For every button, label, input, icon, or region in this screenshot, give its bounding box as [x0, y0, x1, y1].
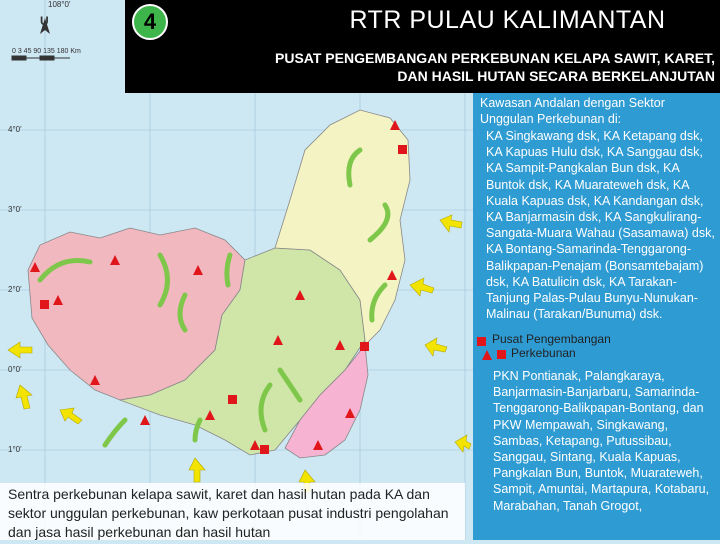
info-panel: [473, 93, 720, 540]
scale-label: 0 3 45 90 135 180 Km: [12, 48, 81, 55]
map-caption: Sentra perkebunan kelapa sawit, karet dan hasil hutan pada KA dan sektor unggulan perkebunan, kaw perkotaan pusat industri pengolahan dan jasa hasil perkebunan dan hasil hutan: [8, 486, 449, 540]
panel-kawasan-list: KA Singkawang dsk, KA Ketapang dsk, KA Kapuas Hulu dsk, KA Sanggau dsk, KA Sampit-Pangkalan Bun dsk, KA Buntok dsk, KA Muarateweh dsk, KA Kuala Kapuas dsk, KA Kandangan dsk, KA Banjarmasin dsk, KA Sangkulirang-Sangata-Muara Wahau (Sasamawa) dsk, KA Bontang-Samarinda-Tenggarong-Balikpapan-Penajam (Bonsamtebajam) dsk, KA Batulicin dsk, KA Tarakan-Tanjung Palas-Pulau Bunyu-Nunukan-Malinau (Tarakan/Bunuma) dsk.: [486, 129, 715, 322]
legend-square-icon: [477, 337, 486, 346]
legend-label-line2: Perkebunan: [511, 346, 576, 360]
legend-label-line1: Pusat Pengembangan: [492, 332, 611, 346]
legend-triangle-icon: [482, 350, 492, 360]
legend-square-icon: [497, 350, 506, 359]
panel-heading: Kawasan Andalan dengan Sektor Unggulan Perkebunan di:: [480, 96, 665, 127]
longitude-label: 108°0': [48, 0, 71, 9]
map-caption-box: [0, 483, 465, 540]
latitude-label: 3°0': [8, 205, 22, 214]
panel-pkn-list: PKN Pontianak, Palangkaraya, Banjarmasin-Banjarbaru, Samarinda-Tenggarong-Balikpapan-Bontang, dan PKW Mempawah, Singkawang, Sambas, Ketapang, Putussibau, Sanggau, Sintang, Kuala Kapuas, Pangkalan Bun, Buntok, Muarateweh, Sampit, Amuntai, Martapura, Kotabaru, Marabahan, Tanah Grogot,: [493, 369, 710, 513]
slide-number-badge: 4: [132, 4, 168, 40]
page-subtitle-line1: PUSAT PENGEMBANGAN PERKEBUNAN KELAPA SAWIT, KARET,: [275, 50, 715, 66]
latitude-label: 0°0': [8, 365, 22, 374]
latitude-label: 4°0': [8, 125, 22, 134]
compass-label: U: [40, 14, 49, 28]
page-title: RTR PULAU KALIMANTAN: [349, 6, 666, 34]
latitude-label: 1°0': [8, 445, 22, 454]
page-subtitle-line2: DAN HASIL HUTAN SECARA BERKELANJUTAN: [397, 68, 715, 84]
latitude-label: 2°0': [8, 285, 22, 294]
